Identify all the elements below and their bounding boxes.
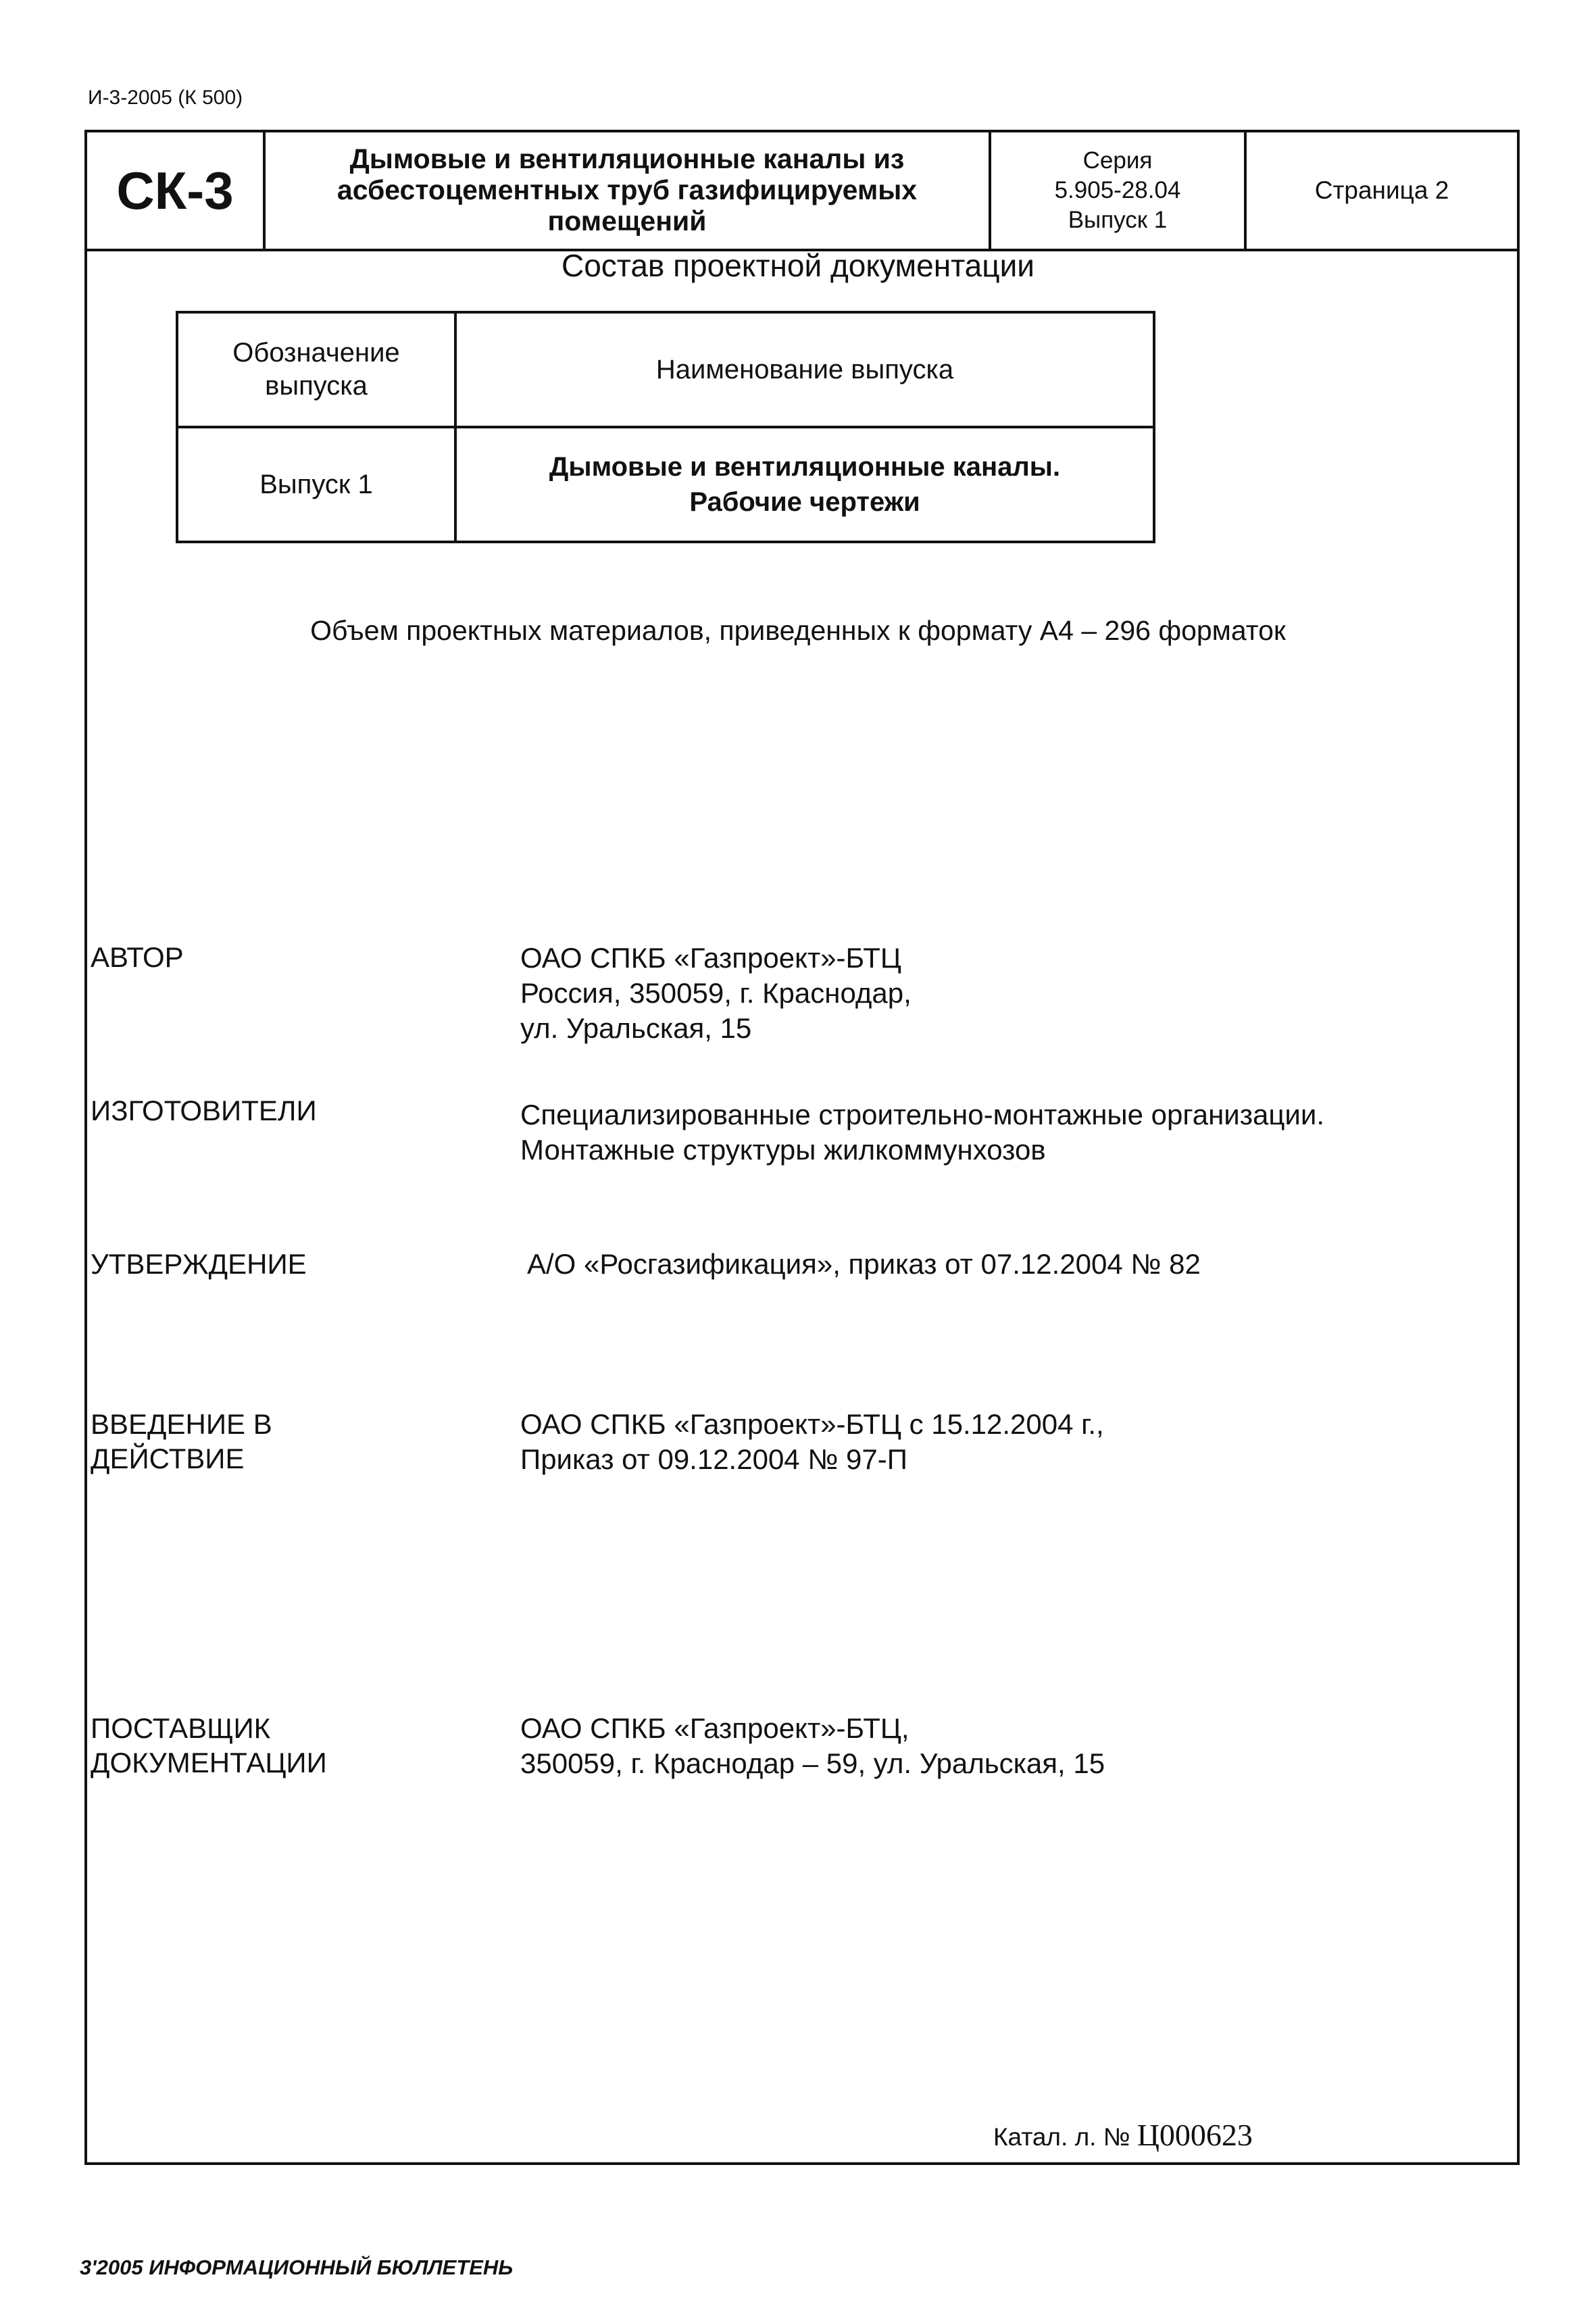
label-supplier bbox=[91, 1711, 327, 1780]
value-line: ОАО СПКБ «Газпроект»-БТЦ с 15.12.2004 г., bbox=[520, 1408, 1104, 1440]
row-designation: Выпуск 1 bbox=[177, 427, 455, 542]
series-cell bbox=[991, 132, 1247, 249]
row-name bbox=[455, 427, 1154, 542]
label-line: ВВЕДЕНИЕ В bbox=[91, 1408, 272, 1440]
label-line: ПОСТАВЩИК bbox=[91, 1712, 271, 1744]
catalog-value: Ц000623 bbox=[1137, 2118, 1253, 2152]
table-header-row bbox=[177, 312, 1154, 427]
value-line: Монтажные структуры жилкоммунхозов bbox=[520, 1134, 1046, 1166]
value-line: ОАО СПКБ «Газпроект»-БТЦ bbox=[520, 942, 901, 974]
catalog-label: Катал. л. № bbox=[993, 2123, 1130, 2151]
title-block bbox=[87, 132, 1517, 251]
value-line: Специализированные строительно-монтажные организации. bbox=[520, 1099, 1325, 1130]
label-line: ДЕЙСТВИЕ bbox=[91, 1443, 245, 1475]
series-label: Серия bbox=[1082, 147, 1153, 174]
label-manufacturers: ИЗГОТОВИТЕЛИ bbox=[91, 1095, 317, 1126]
row-name-text: Дымовые и вентиляционные каналы. Рабочие чертежи bbox=[549, 452, 1061, 517]
catalog-number bbox=[993, 2117, 1253, 2153]
label-author: АВТОР bbox=[91, 941, 184, 973]
header-name: Наименование выпуска bbox=[455, 312, 1154, 427]
value-supplier bbox=[520, 1711, 1105, 1781]
composition-table bbox=[176, 311, 1155, 543]
value-line: ул. Уральская, 15 bbox=[520, 1012, 752, 1045]
value-line: 350059, г. Краснодар – 59, ул. Уральская, 15 bbox=[520, 1747, 1105, 1780]
composition-title: Состав проектной документации bbox=[561, 248, 1035, 283]
label-approval: УТВЕРЖДЕНИЕ bbox=[91, 1248, 307, 1280]
value-line: Россия, 350059, г. Краснодар, bbox=[520, 977, 912, 1010]
label-line: ДОКУМЕНТАЦИИ bbox=[91, 1747, 327, 1779]
document-code: СК-3 bbox=[87, 132, 266, 249]
value-author bbox=[520, 941, 912, 1046]
table-row bbox=[177, 427, 1154, 542]
page-number: Страница 2 bbox=[1314, 176, 1449, 204]
volume-note: Объем проектных материалов, приведенных к формату А4 – 296 форматок bbox=[310, 615, 1286, 646]
value-enactment bbox=[520, 1407, 1104, 1477]
value-approval bbox=[527, 1247, 1201, 1282]
value-line: А/О «Росгазификация», приказ от 07.12.2004 № 82 bbox=[527, 1248, 1201, 1280]
document-reference: И-3-2005 (К 500) bbox=[88, 86, 243, 109]
bulletin-footer: 3'2005 ИНФОРМАЦИОННЫЙ БЮЛЛЕТЕНЬ bbox=[80, 2256, 514, 2279]
series-number: 5.905-28.04 bbox=[1054, 177, 1181, 204]
issue-number: Выпуск 1 bbox=[1068, 206, 1168, 233]
header-designation: Обозначение выпуска bbox=[177, 312, 455, 427]
label-enactment bbox=[91, 1407, 272, 1476]
value-line: ОАО СПКБ «Газпроект»-БТЦ, bbox=[520, 1712, 909, 1744]
value-line: Приказ от 09.12.2004 № 97-П bbox=[520, 1443, 907, 1476]
value-manufacturers bbox=[520, 1097, 1324, 1168]
document-title: Дымовые и вентиляционные каналы из асбестоцементных труб газифицируемых помещений bbox=[266, 132, 991, 249]
